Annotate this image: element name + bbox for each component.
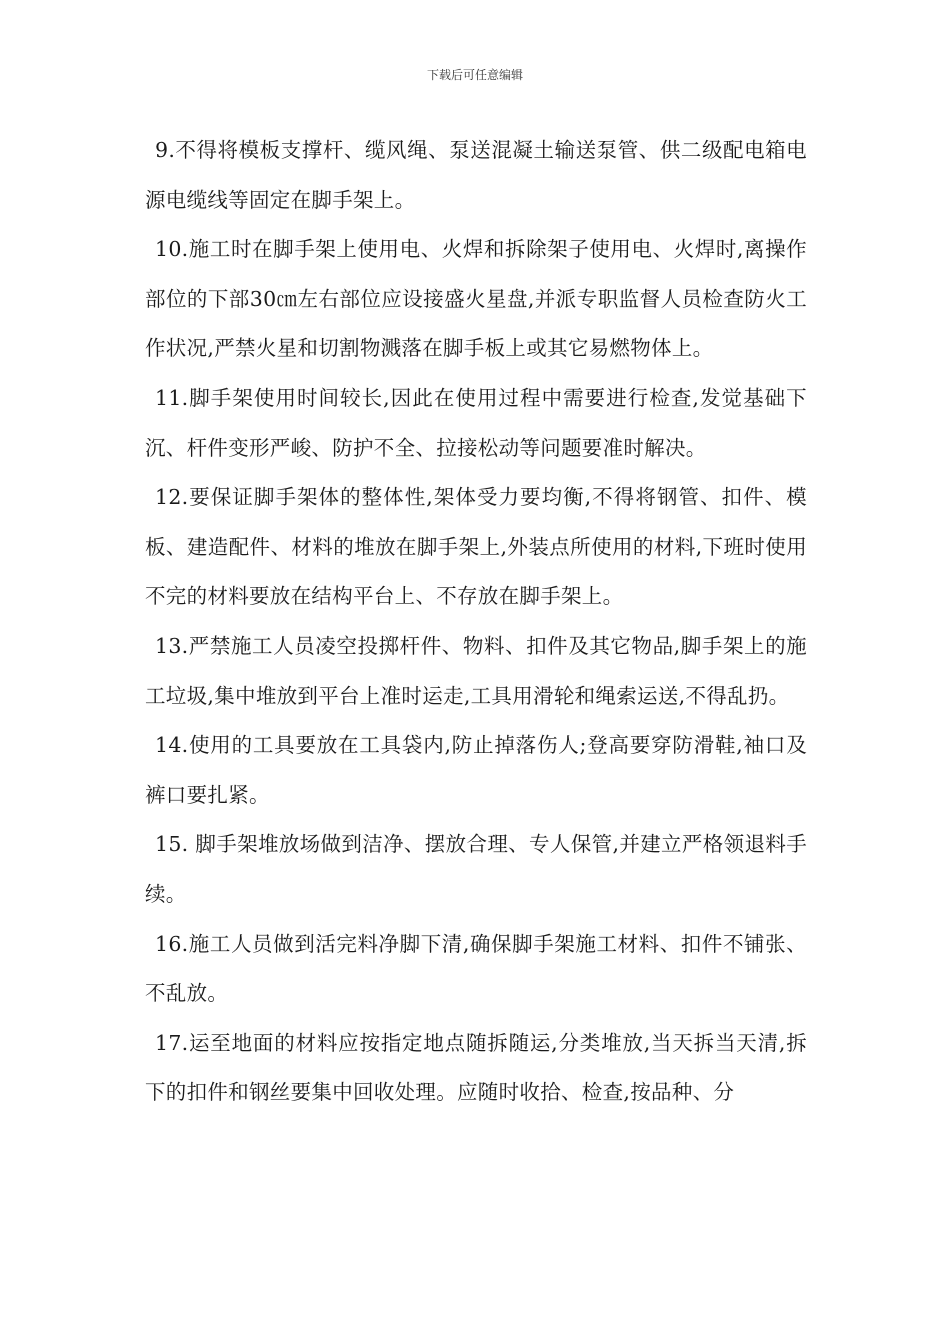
paragraph-13: 13.严禁施工人员凌空投掷杆件、物料、扣件及其它物品,脚手架上的施工垃圾,集中堆放到平台上准时运走,工具用滑轮和绳索运送,不得乱扔。 xyxy=(145,633,807,708)
paragraph-9: 9.不得将模板支撑杆、缆风绳、泵送混凝土输送泵管、供二级配电箱电源电缆线等固定在脚手架上。 xyxy=(145,138,807,212)
paragraph-12: 12.要保证脚手架体的整体性,架体受力要均衡,不得将钢管、扣件、模板、建造配件、材料的堆放在脚手架上,外装点所使用的材料,下班时使用不完的材料要放在结构平台上、不存放在脚手架上。 xyxy=(145,485,807,609)
document-body xyxy=(145,126,807,1118)
page-header: 下载后可任意编辑 xyxy=(426,68,523,82)
paragraph-10: 10.施工时在脚手架上使用电、火焊和拆除架子使用电、火焊时,离操作部位的下部30㎝左右部位应设接盛火星盘,并派专职监督人员检查防火工作状况,严禁火星和切割物溅落在脚手板上或其它易燃物体上。 xyxy=(145,237,807,361)
paragraph-11: 11.脚手架使用时间较长,因此在使用过程中需要进行检查,发觉基础下沉、杆件变形严峻、防护不全、拉接松动等问题要准时解决。 xyxy=(145,385,807,460)
paragraph-14: 14.使用的工具要放在工具袋内,防止掉落伤人;登高要穿防滑鞋,袖口及裤口要扎紧。 xyxy=(145,733,807,807)
paragraph-16: 16.施工人员做到活完料净脚下清,确保脚手架施工材料、扣件不铺张、不乱放。 xyxy=(145,931,807,1006)
paragraph-15: 15. 脚手架堆放场做到洁净、摆放合理、专人保管,并建立严格领退料手续。 xyxy=(145,832,807,906)
paragraph-17: 17.运至地面的材料应按指定地点随拆随运,分类堆放,当天拆当天清,拆下的扣件和钢丝要集中回收处理。应随时收拾、检查,按品种、分 xyxy=(145,1030,807,1105)
